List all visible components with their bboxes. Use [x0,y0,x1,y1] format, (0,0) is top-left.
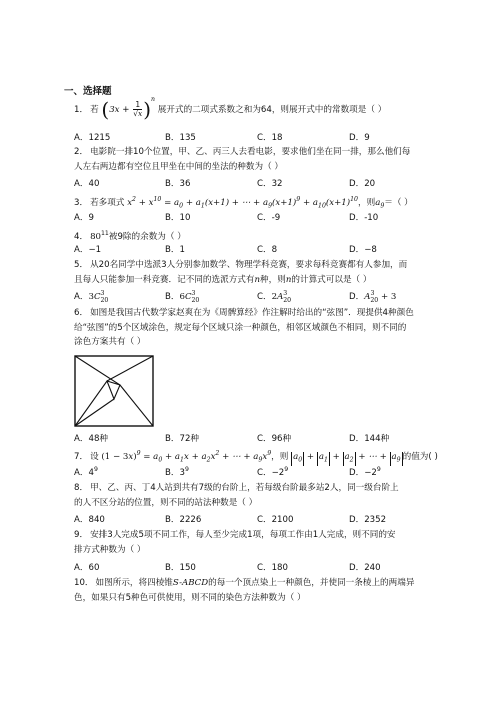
expansion-expression: $(1 - 3x)^9 = a_0 + a_1x + a_2x^2$ + ⋯ + $a_9x^9$ [101,450,272,464]
question-9: 9． 安排3人完成5项不同工作，每人至少完成1项，每项工作由1人完成，则不同的安 排方式种数为（ ） [74,530,396,555]
section-heading: 一、选择题 [64,86,112,97]
absolute-sum-expression: $a_0 + a_1 + a_2$ + ⋯ + $a_9$ [293,451,401,464]
question-4: 4． $80^{11}$被9除的余数为（ ） [74,230,186,242]
question-10: 10． 如图所示，将四棱锥S-ABCD的每一个顶点染上一种颜色，并使同一条棱上的两端异 色，如果只有5种色可供使用，则不同的染色方法种数为（ ） [74,578,415,603]
polynomial-expression: $x^2 + x^{10} = a_0 + a_1(x+1)$ + ⋯ + $a_9(x+1)^9 + a_{10}(x+1)^{10}$ [127,196,358,210]
question-3-options: A．9 B．10 C．-9 D．-10 [74,213,379,223]
string-diagram-figure [74,355,154,427]
question-1-options: A．1215 B．135 C．18 D．9 [74,133,370,143]
question-7-options: A．$4^9$ B．$3^9$ C．$-2^9$ D．$-2^9$ [74,466,381,478]
question-8-options: A．840 B．2226 C．2100 D．2352 [74,515,387,525]
question-6-options: A．48种 B．72种 C．96种 D．144种 [74,434,390,444]
question-2-options: A．40 B．36 C．32 D．20 [74,179,376,189]
fraction-1-over-sqrt-x: $\frac{1}{√x}$ [133,99,143,118]
question-4-options: A．−1 B．1 C．8 D．−8 [74,245,377,255]
question-5-options: A．$3C^3_{20}$ B．$6C^3_{20}$ C．$2A^3_{20}$ D．$A^3_{20} + 3$ [74,290,397,304]
question-9-options: A．60 B．150 C．180 D．240 [74,563,381,573]
question-6: 6． 如图是我国古代数学家赵爽在为《周髀算经》作注解时给出的“弦图”．现提供4种颜色 给“弦图”的5个区域涂色，规定每个区域只涂一种颜色，相邻区域颜色不相同，则不同的 涂色方案共有（ ） [74,308,414,347]
question-7: 7． 设 $(1 - 3x)^9 = a_0 + a_1x + a_2x^2$ + ⋯ + $a_9x^9$，则 $a_0 + a_1 + a_2$ + ⋯ + $a_9$ 的值为( ) [74,450,438,464]
question-1: 1． 若 (3x + $\frac{1}{√x}$ )$^n$ 展开式的二项式系数之和为64，则展开式中的常数项是（ ） [74,96,387,122]
question-2: 2． 电影院一排10个位置，甲、乙、丙三人去看电影，要求他们坐在同一排，那么他们每 人左右两边都有空位且甲坐在中间的坐法的种数为（ ） [74,147,411,172]
question-8: 8． 甲、乙、丙、丁4人站到共有7级的台阶上，若每级台阶最多站2人，同一级台阶上 的人不区分站的位置，则不同的站法种数是（ ） [74,483,399,508]
question-3: 3． 若多项式 $x^2 + x^{10} = a_0 + a_1(x+1)$ + ⋯ + $a_9(x+1)^9 + a_{10}(x+1)^{10}$，则$a_9=$（ ） [74,196,413,210]
question-5: 5． 从20名同学中选派3人分别参加数学、物理学科竞赛，要求每科竞赛都有人参加，而 且每人只能参加一科竞赛．记不同的选派方式有n种，则n的计算式可以是（ ） [74,260,408,285]
